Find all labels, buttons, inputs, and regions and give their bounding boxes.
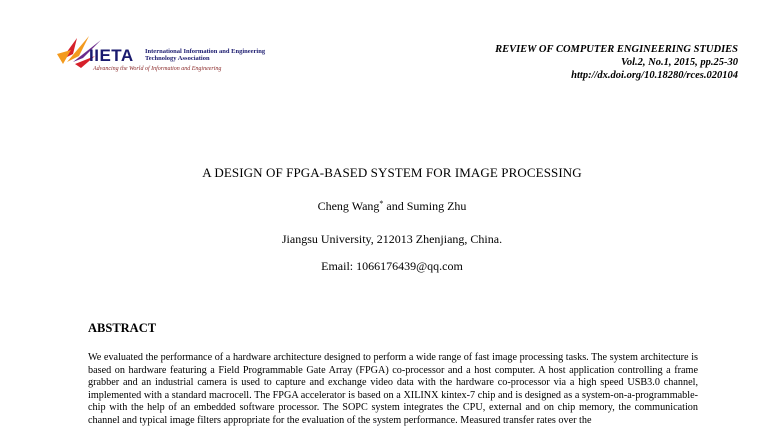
logo-slogan: Advancing the World of Information and Engineering: [93, 66, 222, 72]
corresponding-author-mark: *: [379, 199, 384, 208]
logo-acronym: IIETA: [89, 46, 134, 65]
author-rest: and Suming Zhu: [383, 199, 467, 213]
author-first: Cheng Wang: [317, 199, 380, 213]
volume-info: Vol.2, No.1, 2015, pp.25-30: [621, 57, 738, 68]
author-email[interactable]: Email: 1066176439@qq.com: [321, 259, 463, 273]
paper-title: A DESIGN OF FPGA-BASED SYSTEM FOR IMAGE PROCESSING: [202, 165, 582, 180]
iieta-logo: [55, 30, 270, 78]
journal-info: [495, 43, 738, 82]
abstract-text: We evaluated the performance of a hardware architecture designed to perform a wide range of fast image processing tasks. The system architecture is based on hardware featuring a Field Programmable Gate Array (FPGA) co-processor and a host computer. A host application controlling a frame grabber and an industrial camera is used to capture and exchange video data with the hardware co-processor via a high speed USB3.0 channel, implemented with a standard macrocell. The FPGA accelerator is based on a XILINX kintex-7 chip and is designed as a system-on-a-programmable-chip with the help of an embedded software processor. The SOPC system integrates the CPU, external and on chip memory, the communication channel and typical image filters appropriate for the evaluation of the system performance. Measured transfer rates over the: [88, 352, 698, 426]
journal-name: REVIEW OF COMPUTER ENGINEERING STUDIES: [495, 44, 738, 55]
logo-org-name: International Information and Engineering Technology Association: [145, 48, 266, 62]
affiliation: Jiangsu University, 212013 Zhenjiang, China.: [281, 232, 503, 246]
abstract-heading: ABSTRACT: [88, 321, 157, 335]
authors: [0, 199, 784, 214]
doi-link[interactable]: http://dx.doi.org/10.18280/rces.020104: [571, 70, 738, 81]
